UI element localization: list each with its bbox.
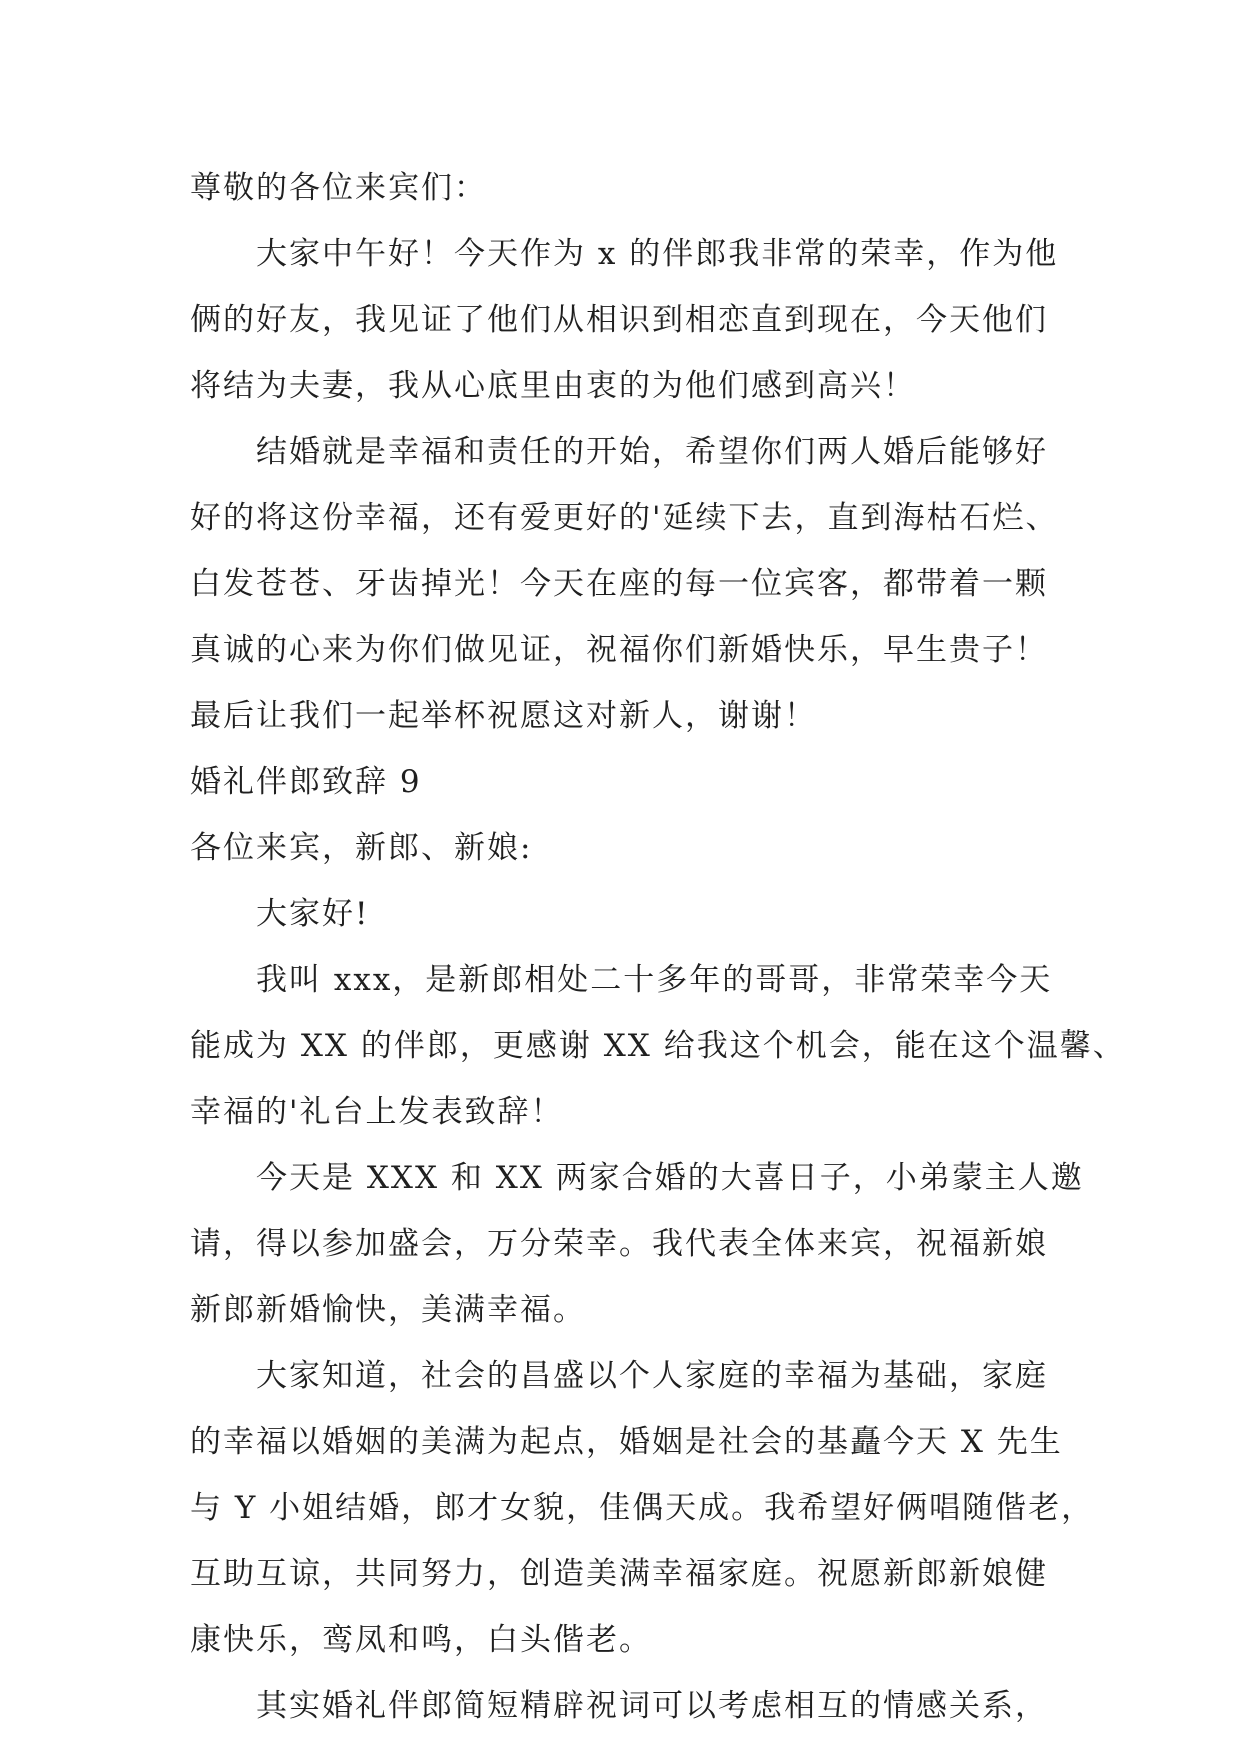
text-line: 请，得以参加盛会，万分荣幸。我代表全体来宾，祝福新娘 [190, 1226, 1048, 1262]
text-line: 新郎新婚愉快，美满幸福。 [190, 1292, 586, 1328]
text-line: 我叫 xxx，是新郎相处二十多年的哥哥，非常荣幸今天 [256, 962, 1053, 998]
text-line: 大家好! [256, 896, 370, 932]
text-line: 俩的好友，我见证了他们从相识到相恋直到现在，今天他们 [190, 302, 1048, 338]
text-line: 其实婚礼伴郎简短精辟祝词可以考虑相互的情感关系， [256, 1688, 1048, 1724]
text-line: 各位来宾，新郎、新娘: [190, 830, 533, 866]
section-heading: 婚礼伴郎致辞 9 [190, 764, 422, 800]
document-body [190, 155, 1126, 1739]
text-line: 好的将这份幸福，还有爱更好的'延续下去，直到海枯石烂、 [190, 500, 1059, 536]
text-line: 与 Y 小姐结婚，郎才女貌，佳偶天成。我希望好俩唱随偕老， [190, 1490, 1095, 1526]
text-line: 真诚的心来为你们做见证，祝福你们新婚快乐，早生贵子！ [190, 632, 1048, 668]
text-line: 康快乐，鸾凤和鸣，白头偕老。 [190, 1622, 652, 1658]
text-line: 能成为 XX 的伴郎，更感谢 XX 给我这个机会，能在这个温馨、 [190, 1028, 1126, 1064]
text-line: 的幸福以婚姻的美满为起点，婚姻是社会的基矗今天 X 先生 [190, 1424, 1063, 1460]
text-line: 结婚就是幸福和责任的开始，希望你们两人婚后能够好 [256, 434, 1048, 470]
text-line: 大家知道，社会的昌盛以个人家庭的幸福为基础，家庭 [256, 1358, 1048, 1394]
text-line: 白发苍苍、牙齿掉光！今天在座的每一位宾客，都带着一颗 [190, 566, 1048, 602]
text-line: 尊敬的各位来宾们： [190, 170, 487, 206]
text-line: 将结为夫妻，我从心底里由衷的为他们感到高兴！ [190, 368, 916, 404]
text-line: 幸福的'礼台上发表致辞！ [190, 1094, 564, 1130]
text-line: 今天是 XXX 和 XX 两家合婚的大喜日子，小弟蒙主人邀 [256, 1160, 1084, 1196]
text-line: 互助互谅，共同努力，创造美满幸福家庭。祝愿新郎新娘健 [190, 1556, 1048, 1592]
text-line: 最后让我们一起举杯祝愿这对新人，谢谢！ [190, 698, 817, 734]
text-line: 大家中午好！今天作为 x 的伴郎我非常的荣幸，作为他 [256, 236, 1059, 272]
